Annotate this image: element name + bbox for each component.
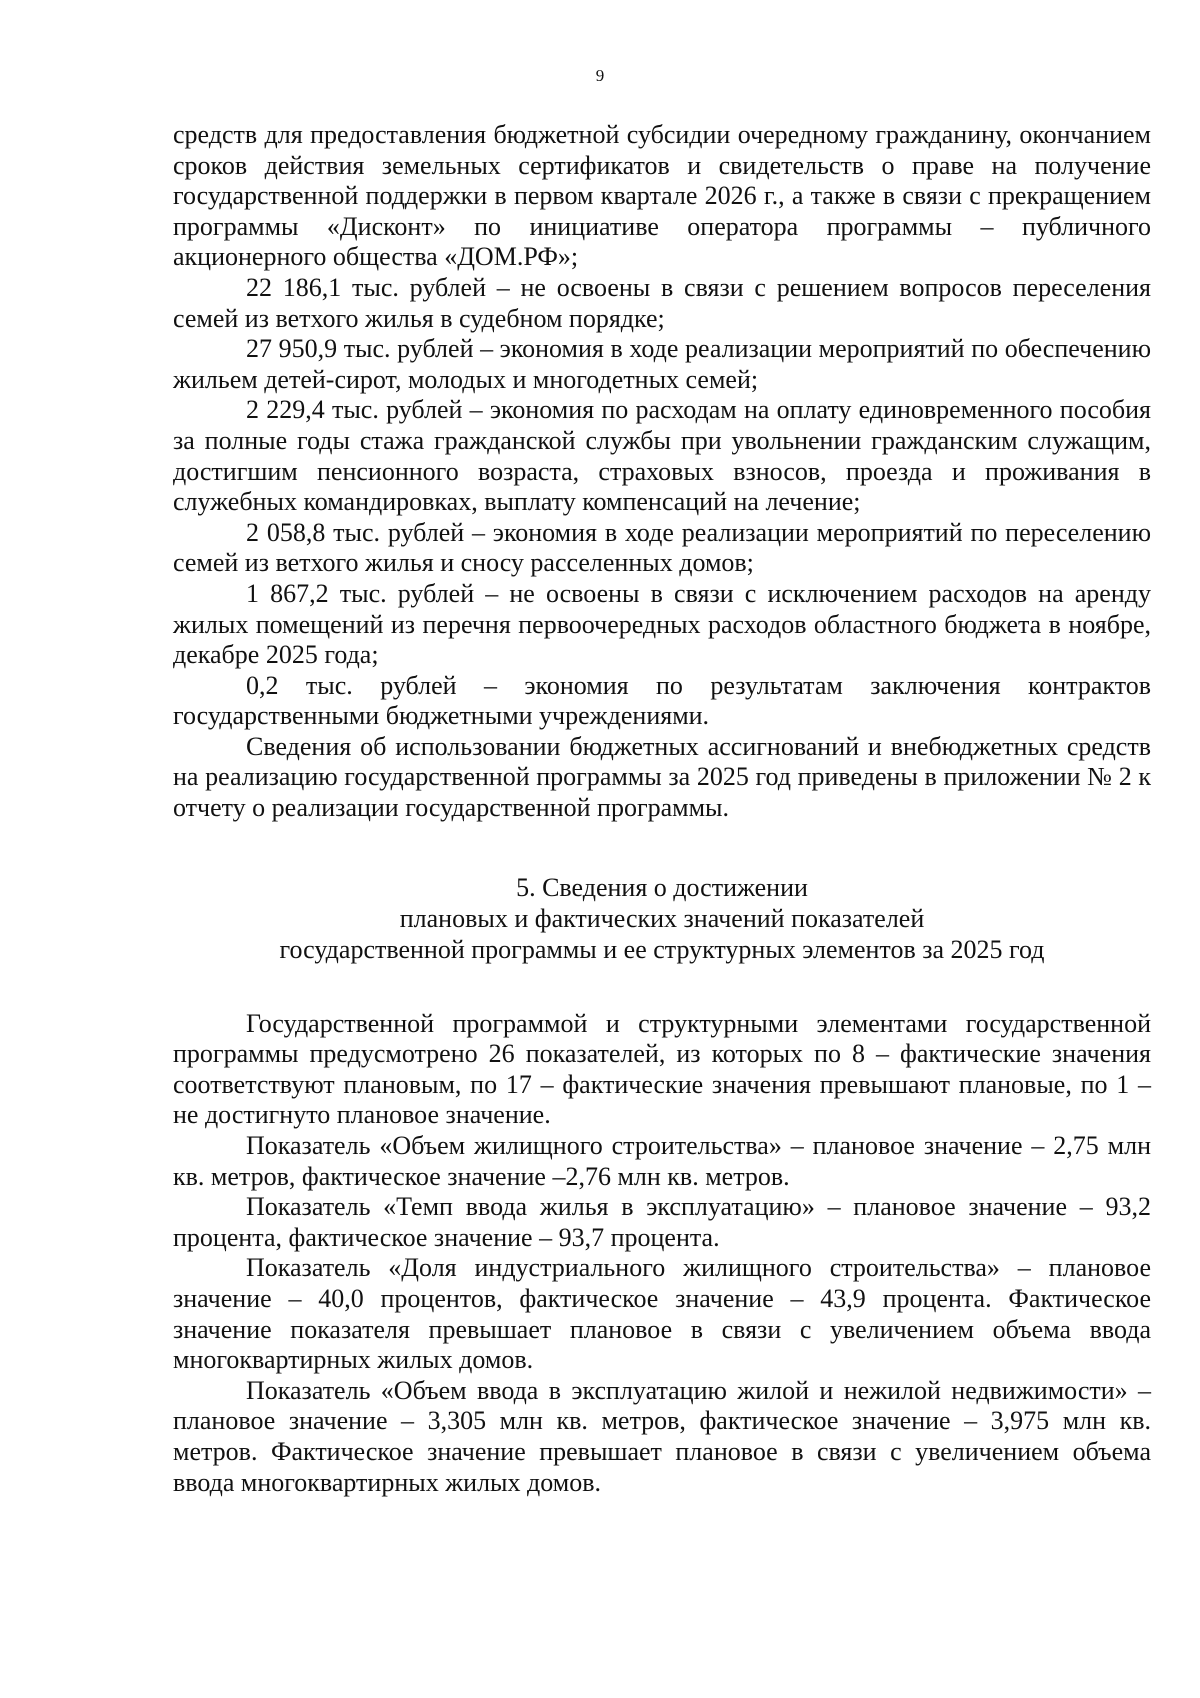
page-number: 9 [595, 66, 605, 85]
section-heading-line: плановых и фактических значений показателей [399, 903, 925, 933]
paragraph-item: 27 950,9 тыс. рублей – экономия в ходе реализации мероприятий по обеспечению жильем детей-сирот, молодых и многодетных семей; [173, 334, 1151, 394]
paragraph-item: Сведения об использовании бюджетных ассигнований и внебюджетных средств на реализацию государственной программы за 2025 год приведены в приложении № 2 к отчету о реализации государственной программы. [173, 731, 1151, 823]
paragraph-item: 0,2 тыс. рублей – экономия по результатам заключения контрактов государственными бюджетными учреждениями. [173, 670, 1151, 731]
paragraph-continuation: средств для предоставления бюджетной субсидии очередному гражданину, окончанием сроков действия земельных сертификатов и свидетельств о праве на получение государственной поддержки в первом квартале 2026 г., а также в связи с прекращением программы «Дисконт» по инициативе оператора программы – публичного акционерного общества «ДОМ.РФ»; [173, 120, 1151, 272]
section-heading-line: государственной программы и ее структурных элементов за 2025 год [279, 934, 1045, 964]
paragraph-item: 2 229,4 тыс. рублей – экономия по расходам на оплату единовременного пособия за полные годы стажа гражданской службы при увольнении гражданским служащим, достигшим пенсионного возраста, страховых взносов, проезда и проживания в служебных командировках, выплату компенсаций на лечение; [173, 395, 1151, 517]
section-heading [173, 872, 1151, 965]
paragraph-item: Показатель «Объем ввода в эксплуатацию жилой и нежилой недвижимости» – плановое значение – 3,305 млн кв. метров, фактическое значение – 3,975 млн кв. метров. Фактическое значение превышает плановое в связи с увеличением объема ввода многоквартирных жилых домов. [173, 1375, 1151, 1497]
paragraph-item: 22 186,1 тыс. рублей – не освоены в связи с решением вопросов переселения семей из ветхого жилья в судебном порядке; [173, 272, 1151, 333]
paragraph-item: Показатель «Объем жилищного строительства» – плановое значение – 2,75 млн кв. метров, фактическое значение –2,76 млн кв. метров. [173, 1131, 1151, 1191]
section-heading-line: 5. Сведения о достижении [516, 872, 808, 902]
paragraph-item: Показатель «Темп ввода жилья в эксплуатацию» – плановое значение – 93,2 процента, фактическое значение – 93,7 процента. [173, 1192, 1151, 1252]
paragraph-item: Показатель «Доля индустриального жилищного строительства» – плановое значение – 40,0 процентов, фактическое значение – 43,9 процента. Фактическое значение показателя превышает плановое в связи с увеличением объема ввода многоквартирных жилых домов. [173, 1253, 1151, 1375]
document-body [173, 120, 1151, 1498]
paragraph-item: 1 867,2 тыс. рублей – не освоены в связи с исключением расходов на аренду жилых помещений из перечня первоочередных расходов областного бюджета в ноябре, декабре 2025 года; [173, 578, 1151, 670]
paragraph-item: 2 058,8 тыс. рублей – экономия в ходе реализации мероприятий по переселению семей из ветхого жилья и сносу расселенных домов; [173, 517, 1151, 578]
paragraph-item: Государственной программой и структурными элементами государственной программы предусмотрено 26 показателей, из которых по 8 – фактические значения соответствуют плановым, по 17 – фактические значения превышают плановые, по 1 – не достигнуто плановое значение. [173, 1008, 1151, 1130]
